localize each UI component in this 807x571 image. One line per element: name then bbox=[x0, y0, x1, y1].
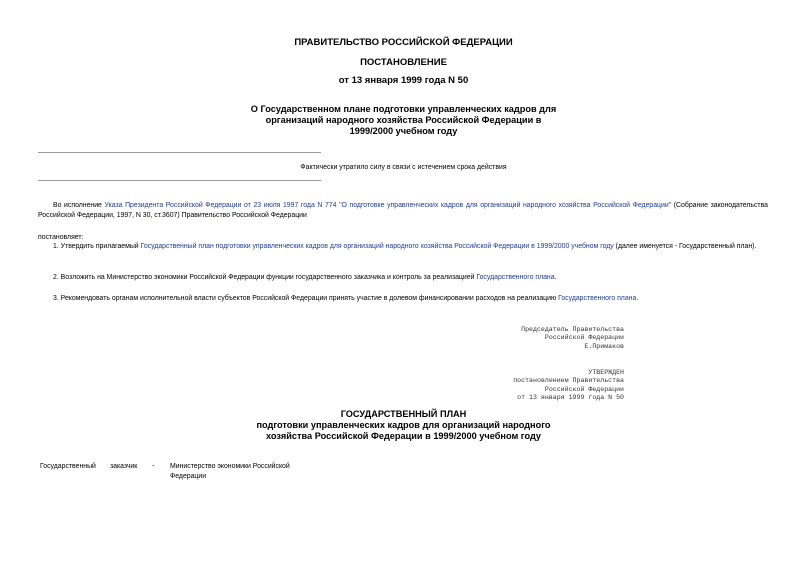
customer-value-line: Министерство экономики Российской bbox=[170, 463, 290, 470]
status-note: Фактически утратило силу в связи с истечением срока действия bbox=[300, 164, 507, 171]
plan-title-line: ГОСУДАРСТВЕННЫЙ ПЛАН bbox=[340, 409, 467, 419]
document-date-number: от 13 января 1999 года N 50 bbox=[338, 75, 469, 86]
state-plan-link[interactable]: Государственный план подготовки управленческих кадров для организаций народного хозяйства Российской Федерации в 1999/2000 учебном году bbox=[140, 243, 614, 250]
document-type: ПОСТАНОВЛЕНИЕ bbox=[360, 57, 447, 68]
customer-dash: - bbox=[152, 463, 155, 470]
divider-bottom bbox=[38, 180, 321, 181]
item-2-prefix: 2. Возложить на Министерство экономики Российской Федерации функции государственного заказчика и контроль за реализацией bbox=[53, 274, 477, 281]
customer-label-2: заказчик bbox=[110, 463, 138, 470]
approval-line: УТВЕРЖДЕН bbox=[588, 369, 624, 376]
approval-line: постановлением Правительства bbox=[513, 377, 624, 385]
plan-title-line: подготовки управленческих кадров для организаций народного bbox=[256, 420, 551, 430]
item-2-paragraph bbox=[38, 273, 768, 283]
signature-block bbox=[521, 326, 624, 351]
plan-title bbox=[0, 409, 807, 442]
preamble-paragraph bbox=[38, 201, 768, 221]
item-3-suffix: . bbox=[636, 295, 639, 302]
document-title bbox=[0, 104, 807, 137]
document-title-line: О Государственном плане подготовки управленческих кадров для bbox=[250, 104, 557, 114]
approval-line: от 13 января 1999 года N 50 bbox=[517, 393, 624, 401]
plan-title-line: хозяйства Российской Федерации в 1999/2000 учебном году bbox=[265, 431, 542, 441]
document-title-line: 1999/2000 учебном году bbox=[349, 126, 458, 136]
state-plan-link-2[interactable]: Государственного плана bbox=[476, 274, 555, 281]
customer-label-1: Государственный bbox=[40, 463, 96, 470]
customer-value bbox=[170, 462, 290, 482]
document-title-line: организаций народного хозяйства Российской Федерации в bbox=[265, 115, 542, 125]
item-1-paragraph bbox=[38, 242, 768, 252]
divider-top bbox=[38, 152, 321, 153]
decree-774-link[interactable]: Указа Президента Российской Федерации от 23 июля 1997 года N 774 "О подготовке управленческих кадров для организаций народного хозяйства Российской Федерации" bbox=[104, 202, 672, 209]
signature-line: Председатель Правительства bbox=[521, 326, 624, 333]
signature-line: Е.Примаков bbox=[584, 342, 624, 350]
preamble-suffix: (Собрание законодательства Российской Федерации, 1997, N 30, ст.3607) Правительство Российской Федерации bbox=[38, 202, 768, 219]
item-3-paragraph bbox=[38, 294, 768, 304]
item-1-prefix: 1. Утвердить прилагаемый bbox=[53, 243, 141, 250]
item-1-suffix: (далее именуется - Государственный план). bbox=[613, 243, 757, 250]
approval-line: Российской Федерации bbox=[544, 385, 624, 393]
signature-line: Российской Федерации bbox=[544, 334, 624, 342]
preamble-prefix: Во исполнение bbox=[53, 202, 105, 209]
approval-block bbox=[513, 369, 624, 402]
state-plan-link-3[interactable]: Государственного плана bbox=[558, 295, 637, 302]
item-3-prefix: 3. Рекомендовать органам исполнительной власти субъектов Российской Федерации принять участие в долевом финансировании расходов на реализацию bbox=[53, 295, 559, 302]
item-2-suffix: . bbox=[554, 274, 557, 281]
resolves-text: постановляет: bbox=[38, 234, 84, 241]
customer-value-line: Федерации bbox=[170, 473, 207, 480]
government-heading: ПРАВИТЕЛЬСТВО РОССИЙСКОЙ ФЕДЕРАЦИИ bbox=[294, 37, 513, 48]
